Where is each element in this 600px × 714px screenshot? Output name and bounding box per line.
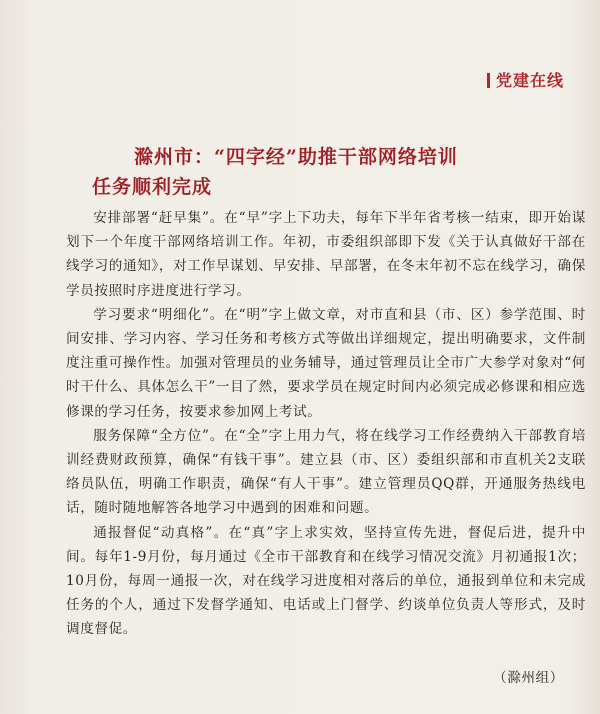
paragraph-1: 安排部署“赶早集”。在“早”字上下功夫，每年下半年省考核一结束，即开始谋划下一个年度干部网络培训工作。年初，市委组织部即下发《关于认真做好干部在线学习的通知》，对工作早谋划、早安排、早部署，在冬末年初不忘在线学习，确保学员按照时序进度进行学习。 xyxy=(66,210,586,299)
paragraph-4: 通报督促“动真格”。在“真”字上求实效，坚持宣传先进，督促后进，提升中间。每年1-9月份，每月通过《全市干部教育和在线学习情况交流》月初通报1次；10月份，每周一通报一次，对在线学习进度相对落后的单位，通报到单位和未完成任务的个人，通过下发督学通知、电话或上门督学、约谈单位负责人等形式，及时调度督促。 xyxy=(66,524,586,638)
article-title-line-2: 任务顺利完成 xyxy=(92,176,213,198)
paragraph-3: 服务保障“全方位”。在“全”字上用力气，将在线学习工作经费纳入干部教育培训经费财政预算，确保“有钱干事”。建立县（市、区）委组织部和市直机关2支联络员队伍，明确工作职责，确保“有人干事”。建立管理员QQ群，开通服务热线电话，随时随地解答各地学习中遇到的困难和问题。 xyxy=(66,427,586,517)
column-tag-bar xyxy=(487,73,490,88)
author-signature: （滁州组） xyxy=(493,670,564,686)
article-title-line-1: 滁州市：“四字经”助推干部网络培训 xyxy=(134,146,458,168)
column-tag xyxy=(487,68,564,91)
column-tag-label: 党建在线 xyxy=(495,71,564,90)
article-body xyxy=(66,206,586,642)
paragraph-2: 学习要求“明细化”。在“明”字上做文章，对市直和县（市、区）参学范围、时间安排、学习内容、学习任务和考核方式等做出详细规定，提出明确要求，文件制度注重可操作性。加强对管理员的业务辅导，通过管理员让全市广大参学对象对“何时干什么、具体怎么干”一目了然，要求学员在规定时间内必须完成必修课和相应选修课的学习任务，按要求参加网上考试。 xyxy=(66,306,586,420)
